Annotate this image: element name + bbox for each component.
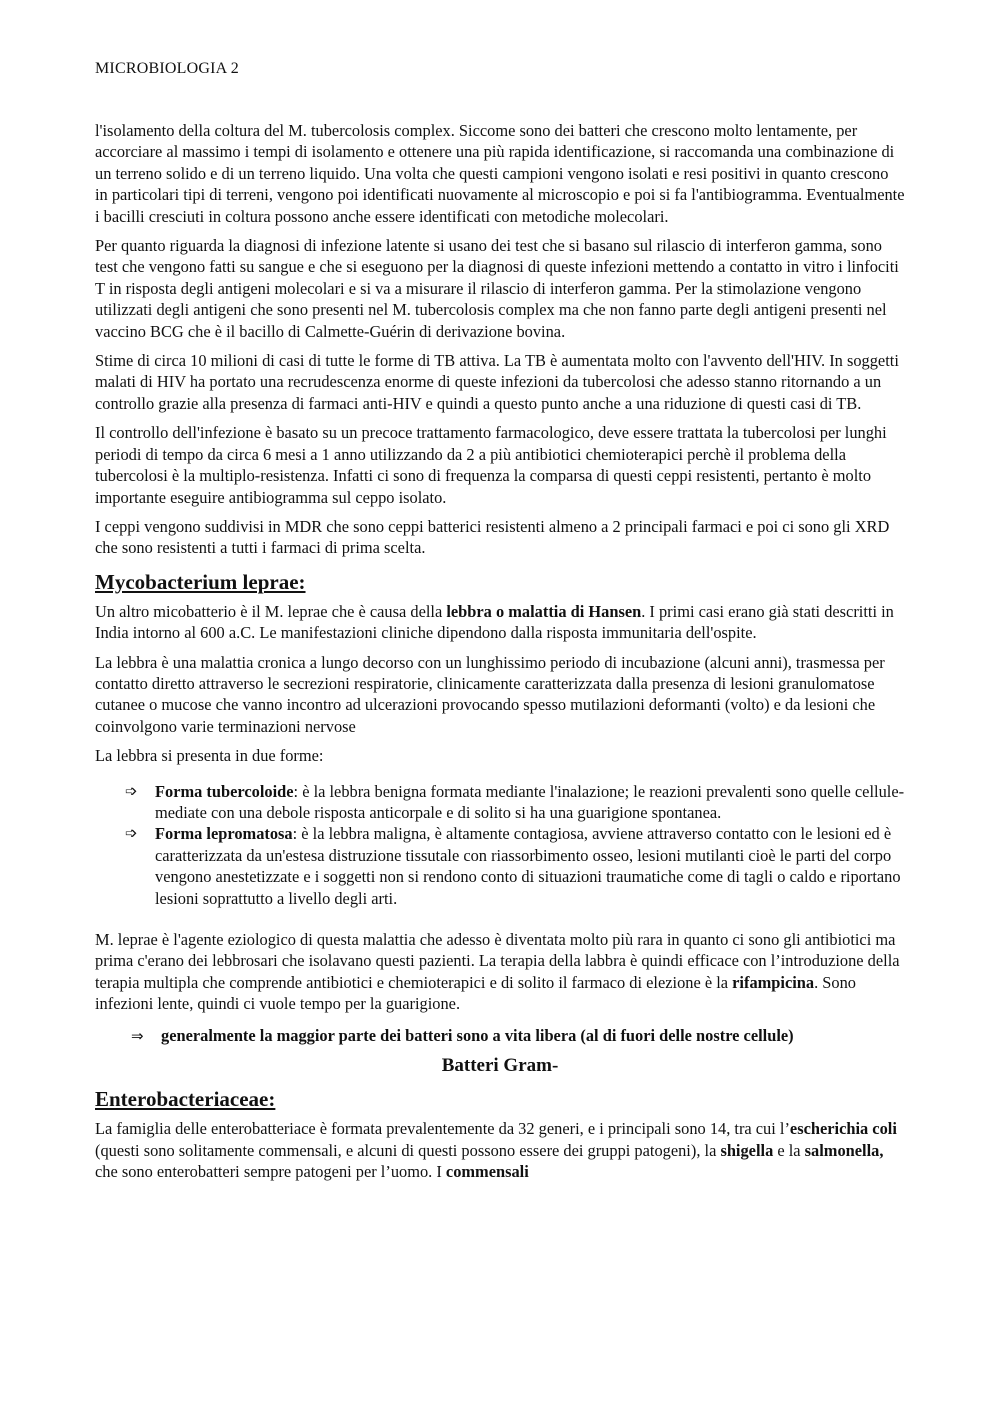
section-heading-enterobacteriaceae: Enterobacteriaceae:: [95, 1087, 276, 1112]
paragraph-isolation: l'isolamento della coltura del M. tubercolosis complex. Siccome sono dei batteri che crescono molto lentamente, per accorciare al massimo i tempi di isolamento e ottenere una più rapida identificazione, si raccomanda una combinazione di un terreno solido e di un terreno liquido. Una volta che questi campioni vengono isolati e resi positivi in quanto crescono in particolari tipi di terreni, vengono poi identificati nuovamente al microscopio e poi si fa l'antibiogramma. Eventualmente i bacilli cresciuti in coltura possono anche essere identificati con metodiche molecolari.: [95, 121, 905, 226]
page-content: [95, 120, 905, 1191]
paragraph-tb-estimates: Stime di circa 10 milioni di casi di tutte le forme di TB attiva. La TB è aumentata molto con l'avvento dell'HIV. In soggetti malati di HIV ha portato una recrudescenza enorme di queste infezioni da tubercolosi che adesso stanno ritornando a un controllo grazie alla presenza di farmaci anti-HIV e quindi a questo punto anche a una riduzione di questi casi di TB.: [95, 351, 899, 413]
hollow-arrow-bullet-icon: ➩: [125, 824, 138, 843]
paragraph-enterobacteriaceae: La famiglia delle enterobatteriace è formata prevalentemente da 32 generi, e i principali sono 14, tra cui l’escherichia coli (questi sono solitamente commensali, e alcuni di questi possono essere dei gruppi patogeni), la shigella e la salmonella, che sono enterobatteri sempre patogeni per l’uomo. I commensali: [95, 1119, 897, 1182]
paragraph-infection-control: Il controllo dell'infezione è basato su un precoce trattamento farmacologico, deve essere trattata la tubercolosi per lunghi periodi di tempo da circa 6 mesi a 1 anno utilizzando da 2 a più antibiotici chemioterapici perchè il problema della tubercolosi è la multiplo-resistenza. Infatti ci sono di frequenza la comparsa di questi ceppi resistenti, pertanto è molto importante eseguire antibiogramma sul ceppo isolato.: [95, 423, 887, 507]
list-item: ➩ Forma tubercoloide: è la lebbra benigna formata mediante l'inalazione; le reazioni prevalenti sono quelle cellule-mediate con una debole risposta anticorpale e di solito si ha una guarigione spontanea.: [125, 781, 905, 822]
paragraph-latent-diagnosis: Per quanto riguarda la diagnosi di infezione latente si usano dei test che si basano sul rilascio di interferon gamma, sono test che vengono fatti su sangue e che si eseguono per la diagnosi di queste infezioni mettendo a contatto in vitro i linfociti T in risposta degli antigeni molecolari e si va a misurare il rilascio di interferon gamma. Per la stimolazione vengono utilizzati degli antigeni che sono presenti nel M. tubercolosis complex ma che non fanno parte degli antigeni presenti nel vaccino BCG che è il bacillo di Calmette-Guérin di derivazione bovina.: [95, 236, 899, 341]
leprosy-forms-list: [95, 781, 905, 909]
paragraph-leprae-therapy: M. leprae è l'agente eziologico di questa malattia che adesso è diventata molto più rara in quanto ci sono gli antibiotici ma prima c'erano dei lebbrosari che isolavano questi pazienti. La terapia della labbra è quindi efficace con l’introduzione della terapia multipla che comprende antibiotici e chemioterapici e di solito il farmaco di elezione è la rifampicina. Sono infezioni lente, quindi ci vuole tempo per la guarigione.: [95, 930, 900, 1014]
section-heading-leprae: Mycobacterium leprae:: [95, 569, 306, 594]
section-heading-gram-negative: Batteri Gram-: [441, 1055, 559, 1077]
paragraph-leprae-intro: Un altro micobatterio è il M. leprae che è causa della lebbra o malattia di Hansen. I primi casi erano già stati descritti in India intorno al 600 a.C. Le manifestazioni cliniche dipendono dalla risposta immunitaria dell'ospite.: [95, 601, 894, 643]
paragraph-two-forms: La lebbra si presenta in due forme:: [95, 746, 324, 766]
double-arrow-icon: ⇒: [131, 1026, 144, 1045]
list-item: ➩ Forma lepromatosa: è la lebbra maligna, è altamente contagiosa, avviene attraverso contatto con le lesioni ed è caratterizzata da un'estesa distruzione tissutale con riassorbimento osseo, lesioni mutilanti cioè le parti del corpo vengono anestetizzate e i soggetti non si rendono conto di situazioni traumatiche come di tagli o caldo e riportano lesioni soprattutto a livello degli arti.: [125, 824, 901, 908]
paragraph-resistant-strains: I ceppi vengono suddivisi in MDR che sono ceppi batterici resistenti almeno a 2 principali farmaci e poi ci sono gli XRD che sono resistenti a tutti i farmaci di prima scelta.: [95, 516, 890, 558]
paragraph-leprosy-description: La lebbra è una malattia cronica a lungo decorso con un lunghissimo periodo di incubazione (alcuni anni), trasmessa per contatto diretto attraverso le secrezioni respiratorie, clinicamente caratterizzata dalla presenza di lesioni granulomatose cutanee o mucose che vanno incontro ad ulcerazioni provocando spesso mutilazioni deformanti (volto) e da lesioni che coinvolgono varie terminazioni nervose: [95, 652, 885, 736]
arrow-note: ⇒ generalmente la maggior parte dei batteri sono a vita libera (al di fuori delle nostre cellule): [131, 1025, 905, 1047]
hollow-arrow-bullet-icon: ➩: [125, 781, 138, 800]
running-header: MICROBIOLOGIA 2: [95, 60, 239, 77]
